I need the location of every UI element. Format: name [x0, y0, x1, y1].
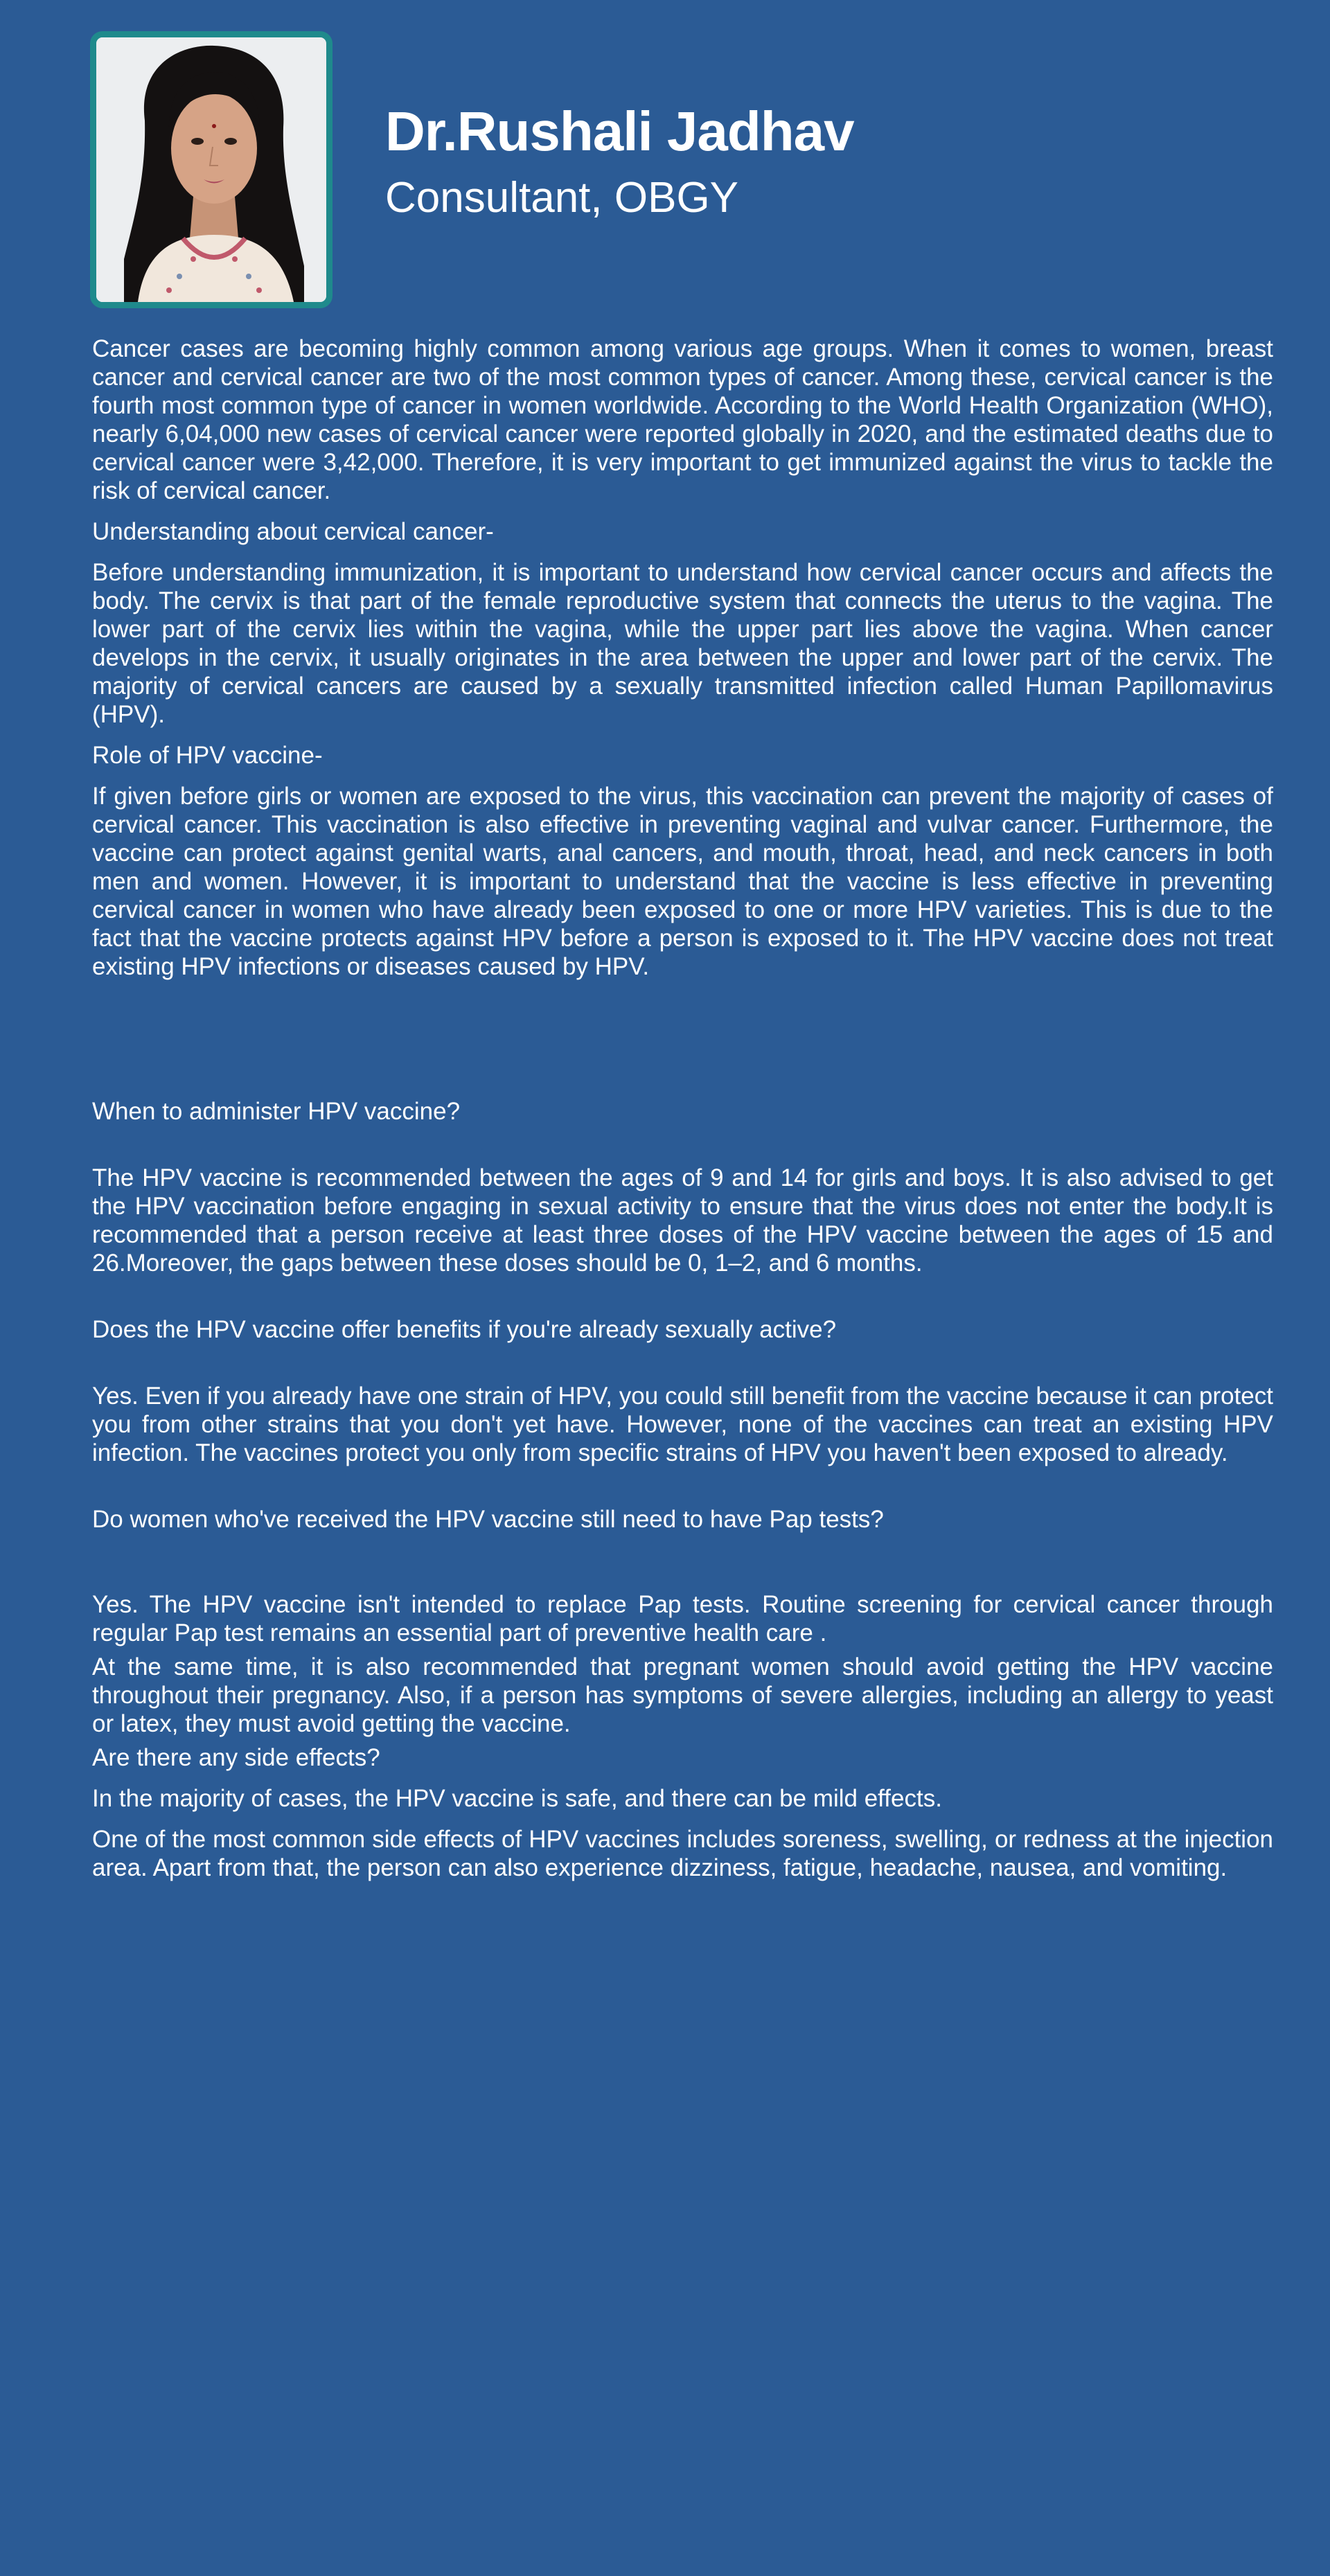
- doctor-photo: [90, 31, 332, 308]
- article-body: [92, 335, 1273, 1882]
- heading-active: Does the HPV vaccine offer benefits if you're already sexually active?: [92, 1316, 837, 1343]
- heading-when: When to administer HPV vaccine?: [92, 1098, 461, 1125]
- intro-paragraph: Cancer cases are becoming highly common among various age groups. When it comes to women, breast cancer and cervical cancer are two of the most common types of cancer. Among these, cervical cancer is the fourth most common type of cancer in women worldwide. According to the World Health Organization (WHO), nearly 6,04,000 new cases of cervical cancer were reported globally in 2020, and the estimated deaths due to cervical cancer were 3,42,000. Therefore, it is very important to get immunized against the virus to tackle the risk of cervical cancer.: [92, 335, 1273, 504]
- heading-side-effects: Are there any side effects?: [92, 1744, 380, 1771]
- paragraph-side-effects-1: In the majority of cases, the HPV vaccine is safe, and there can be mild effects.: [92, 1785, 942, 1812]
- paragraph-understanding: Before understanding immunization, it is important to understand how cervical cancer occurs and affects the body. The cervix is that part of the female reproductive system that connects the uterus to the vagina. The lower part of the cervix lies within the vagina, while the upper part lies above the vagina. When cancer develops in the cervix, it usually originates in the area between the upper and lower part of the cervix. The majority of cervical cancers are caused by a sexually transmitted infection called Human Papillomavirus (HPV).: [92, 559, 1273, 728]
- paragraph-when: The HPV vaccine is recommended between the ages of 9 and 14 for girls and boys. It is also advised to get the HPV vaccination before engaging in sexual activity to ensure that the virus does not enter the body.It is recommended that a person receive at least three doses of the HPV vaccine between the ages of 15 and 26.Moreover, the gaps between these doses should be 0, 1–2, and 6 months.: [92, 1164, 1273, 1277]
- paragraph-pregnant: At the same time, it is also recommended that pregnant women should avoid getting the HPV vaccine throughout their pregnancy. Also, if a person has symptoms of severe allergies, including an allergy to yeast or latex, they must avoid getting the vaccine.: [92, 1653, 1273, 1737]
- doctor-name: Dr.Rushali Jadhav: [385, 100, 854, 162]
- heading-role: Role of HPV vaccine-: [92, 742, 323, 769]
- paragraph-role: If given before girls or women are exposed to the virus, this vaccination can prevent the majority of cases of cervical cancer. This vaccination is also effective in preventing vaginal and vulvar cancer. Furthermore, the vaccine can protect against genital warts, anal cancers, and mouth, throat, head, and neck cancers in both men and women. However, it is important to understand that the vaccine is less effective in preventing cervical cancer in women who have already been exposed to one or more HPV varieties. This is due to the fact that the vaccine protects against HPV before a person is exposed to it. The HPV vaccine does not treat existing HPV infections or diseases caused by HPV.: [92, 783, 1273, 980]
- paragraph-side-effects-2: One of the most common side effects of HPV vaccines includes soreness, swelling, or redness at the injection area. Apart from that, the person can also experience dizziness, fatigue, headache, nausea, and vomiting.: [92, 1826, 1273, 1881]
- doctor-title: Consultant, OBGY: [385, 174, 739, 222]
- paragraph-pap: Yes. The HPV vaccine isn't intended to replace Pap tests. Routine screening for cervical cancer through regular Pap test remains an essential part of preventive health care .: [92, 1591, 1273, 1646]
- doctor-header: [90, 31, 1268, 308]
- heading-understanding: Understanding about cervical cancer-: [92, 518, 494, 545]
- doctor-portrait-image: [96, 37, 326, 302]
- paragraph-active: Yes. Even if you already have one strain of HPV, you could still benefit from the vaccine because it can protect you from other strains that you don't yet have. However, none of the vaccines can treat an existing HPV infection. The vaccines protect you only from specific strains of HPV you haven't been exposed to already.: [92, 1383, 1273, 1466]
- heading-pap: Do women who've received the HPV vaccine still need to have Pap tests?: [92, 1506, 884, 1533]
